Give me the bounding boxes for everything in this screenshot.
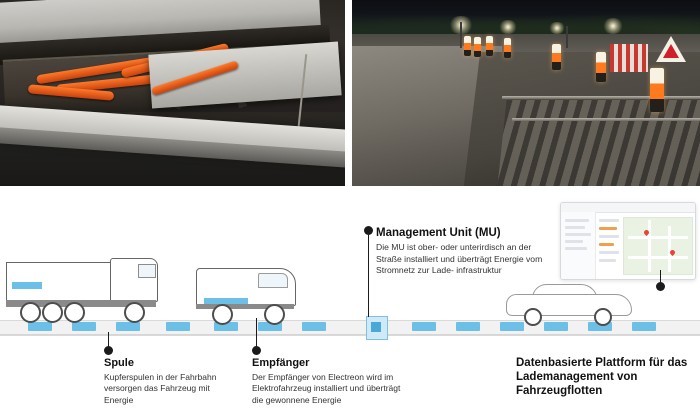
worker (596, 52, 606, 82)
electric-car-icon (506, 284, 630, 326)
map-road (648, 220, 651, 272)
paving-blocks (497, 100, 700, 186)
worker (464, 36, 471, 56)
map-road (628, 256, 688, 259)
worker (474, 37, 481, 57)
dashboard-status-row (599, 243, 614, 246)
platform-callout-title: Datenbasierte Plattform für das Lademanagement von Fahrzeugflotten (516, 357, 688, 397)
wheel (42, 302, 63, 323)
coil-callout-text: Kupferspulen in der Fahrbahn versorgen das Fahrzeug mit Energie (104, 371, 217, 405)
wheel (124, 302, 145, 323)
street-light-glow (498, 20, 518, 34)
wheel (20, 302, 41, 323)
dashboard-list-row (599, 251, 619, 254)
wheel (212, 304, 233, 325)
coil-callout-title: Spule (104, 357, 134, 369)
dashboard-map (623, 217, 693, 275)
coil-segment (302, 322, 326, 331)
fleet-dashboard-mock[interactable] (560, 202, 696, 280)
receiver-callout-text: Der Empfänger von Electreon wird im Elektrofahrzeug installiert und überträgt die gewonnene Energie (252, 371, 401, 405)
platform-leader-line (660, 270, 661, 284)
dashboard-nav-row (565, 219, 589, 222)
wheel (524, 308, 542, 326)
receiver-leader-line (256, 318, 257, 348)
management-unit-leader-line (368, 235, 369, 317)
dashboard-nav-row (565, 240, 583, 243)
van-window (258, 273, 288, 288)
coil-callout (104, 358, 236, 406)
road-baseline (0, 334, 700, 335)
photo-strip (0, 0, 700, 186)
dashboard-list-row (599, 259, 616, 262)
wheel (594, 308, 612, 326)
dashboard-list-row (599, 235, 619, 238)
dashboard-nav-row (565, 247, 587, 250)
worker (552, 44, 561, 70)
management-unit-title: Management Unit (MU) (376, 227, 501, 239)
management-unit-callout (376, 228, 552, 277)
dashboard-status-row (599, 227, 617, 230)
dashboard-nav-row (565, 226, 585, 229)
coil-segment (412, 322, 436, 331)
wheel (264, 304, 285, 325)
light-pole (460, 22, 462, 48)
night-roadworks-photo (352, 0, 700, 186)
rail (502, 96, 700, 99)
management-unit-indicator (371, 322, 381, 332)
van-icon (196, 268, 302, 324)
system-diagram (0, 186, 700, 414)
light-pole (566, 26, 568, 48)
barrier-fence (610, 44, 648, 72)
wheel (64, 302, 85, 323)
worker (486, 36, 493, 56)
rail (512, 118, 700, 121)
management-unit-text: Die MU ist ober- oder unterirdisch an der Straße installiert und überträgt Energie vom Stromnetz zur Lade- infrastruktur (376, 242, 543, 276)
dashboard-list-row (599, 219, 619, 222)
truck-window (138, 264, 156, 278)
worker (650, 68, 664, 112)
coil-segment (632, 322, 656, 331)
coil-leader-line (108, 332, 109, 348)
street-light-glow (548, 22, 566, 34)
street-light-glow (602, 18, 624, 34)
dashboard-nav-row (565, 233, 591, 236)
worker (504, 38, 511, 58)
truck-underside-charging-receiver-photo (0, 0, 345, 186)
management-unit-dot (364, 226, 373, 235)
truck-receiver-band (12, 282, 42, 289)
receiver-callout (252, 358, 412, 406)
truck-icon (6, 258, 160, 324)
coil-segment (166, 322, 190, 331)
receiver-callout-title: Empfänger (252, 357, 310, 369)
coil-segment (456, 322, 480, 331)
map-road (628, 236, 688, 239)
dashboard-sidebar (561, 212, 596, 279)
